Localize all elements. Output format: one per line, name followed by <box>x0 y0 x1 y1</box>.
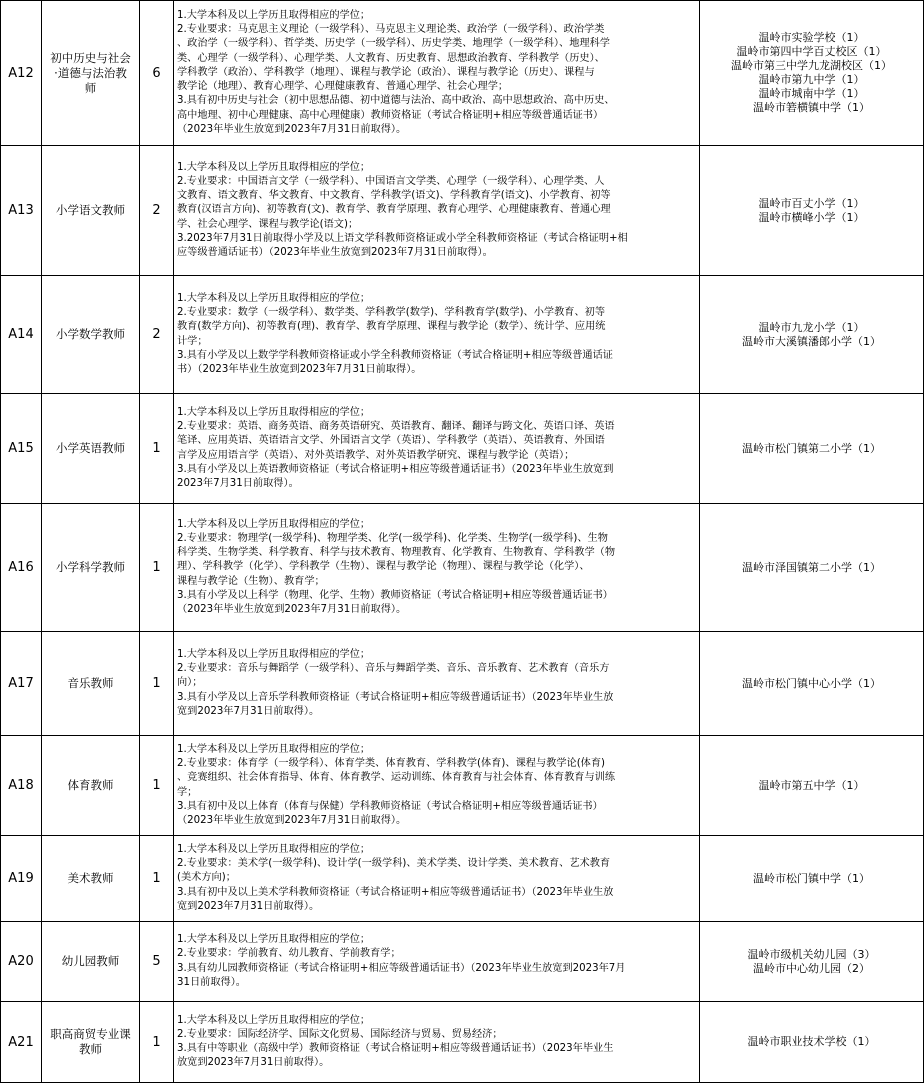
table-row <box>1 736 924 836</box>
requirement-line: 2.专业要求：英语、商务英语、商务英语研究、英语教育、翻译、翻译与跨文化、英语口译、英语 <box>177 421 615 433</box>
requirement-line: 教育(数学方向)、初等教育(理)、教育学、教育学原理、课程与教学论（数学）、统计学、应用统 <box>177 321 606 333</box>
position-name-line: 幼儿园教师 <box>61 954 120 968</box>
position-code: A20 <box>1 922 42 1002</box>
requirement-line: 1.大学本科及以上学历且取得相应的学位； <box>177 1014 371 1026</box>
school-line: 温岭市中心幼儿园（2） <box>753 961 870 975</box>
position-count: 6 <box>140 1 174 146</box>
requirement-line: 3.具有小学及以上科学（物理、化学、生物）教师资格证（考试合格证明+相应等级普通话证书） <box>177 589 613 601</box>
schools <box>700 1 924 146</box>
requirement-line: 学、社会心理学、课程与教学论(语文)； <box>177 218 359 230</box>
position-name-line: 音乐教师 <box>67 676 114 690</box>
requirement-line: 科学类、生物学类、科学教育、科学与技术教育、物理教育、化学教育、生物教育、学科教学（物 <box>177 547 616 559</box>
requirements <box>174 394 700 504</box>
table-row <box>1 394 924 504</box>
requirements <box>174 736 700 836</box>
requirement-line: 2.专业要求：马克思主义理论（一级学科）、马克思主义理论类、政治学（一级学科）、政治学类 <box>177 24 605 36</box>
table-row <box>1 276 924 394</box>
requirements <box>174 1 700 146</box>
position-name-line: 教师 <box>79 1042 102 1056</box>
position-count: 2 <box>140 146 174 276</box>
requirement-line: 1.大学本科及以上学历且取得相应的学位； <box>177 161 371 173</box>
requirement-line: 3.具有初中及以上美术学科教师资格证（考试合格证明+相应等级普通话证书）（2023年毕业生放 <box>177 886 614 898</box>
requirement-line: 、政治学（一级学科）、哲学类、历史学（一级学科）、历史学类、地理学（一级学科）、地理科学 <box>177 38 610 50</box>
position-name <box>42 1 140 146</box>
position-code: A17 <box>1 632 42 736</box>
school-line: 温岭市实验学校（1） <box>758 31 865 44</box>
requirement-line: 书）（2023年毕业生放宽到2023年7月31日前取得）。 <box>177 363 422 375</box>
position-name-line: 体育教师 <box>67 778 114 792</box>
requirements <box>174 504 700 632</box>
school-line: 温岭市九龙小学（1） <box>758 320 865 334</box>
requirement-line: 宽到2023年7月31日前取得）。 <box>177 705 320 717</box>
position-count: 1 <box>140 504 174 632</box>
position-name <box>42 276 140 394</box>
requirements <box>174 146 700 276</box>
table-row <box>1 1 924 146</box>
requirement-line: 31日前取得）。 <box>177 976 246 988</box>
position-name <box>42 632 140 736</box>
position-name-line: 小学科学教师 <box>56 560 125 574</box>
position-name <box>42 836 140 922</box>
requirement-line: 课程与教学论（生物）、教育学； <box>177 575 325 587</box>
requirement-line: 高中地理、初中心理健康、高中心理健康）教师资格证（考试合格证明+相应等级普通话证书） <box>177 109 604 121</box>
requirement-line: 3.具有小学及以上音乐学科教师资格证（考试合格证明+相应等级普通话证书）（2023年毕业生放 <box>177 691 614 703</box>
schools <box>700 922 924 1002</box>
requirement-line: 3.2023年7月31日前取得小学及以上语文学科教师资格证或小学全科教师资格证（考试合格证明+相 <box>177 232 628 244</box>
requirement-line: 1.大学本科及以上学历且取得相应的学位； <box>177 843 371 855</box>
table-row <box>1 922 924 1002</box>
position-name-line: 小学语文教师 <box>56 203 125 217</box>
table-row <box>1 504 924 632</box>
requirement-line: 向）； <box>177 677 203 689</box>
position-code: A21 <box>1 1002 42 1083</box>
requirement-line: 1.大学本科及以上学历且取得相应的学位； <box>177 292 371 304</box>
position-count: 2 <box>140 276 174 394</box>
requirement-line: 1.大学本科及以上学历且取得相应的学位； <box>177 406 371 418</box>
requirement-line: 2.专业要求：数学（一级学科）、数学类、学科教学(数学)、学科教育学(数学)、小学教育、初等 <box>177 307 606 319</box>
position-code: A14 <box>1 276 42 394</box>
position-code: A19 <box>1 836 42 922</box>
requirement-line: 3.具有幼儿园教师资格证（考试合格证明+相应等级普通话证书）（2023年毕业生放宽到2023年7月 <box>177 962 626 974</box>
requirement-line: 言学及应用语言学（英语）、对外英语教学、对外英语教学研究、课程与教学论（英语）； <box>177 449 575 461</box>
requirement-line: 3.具有小学及以上英语教师资格证（考试合格证明+相应等级普通话证书）（2023年毕业生放宽到 <box>177 463 614 475</box>
requirement-line: 学科教学（政治）、学科教学（地理）、课程与教学论（政治）、课程与教学论（历史）、课程与 <box>177 66 595 78</box>
school-line: 温岭市泽国镇第二小学（1） <box>742 560 881 574</box>
school-line: 温岭市大溪镇潘郎小学（1） <box>742 334 881 348</box>
school-line: 温岭市城南中学（1） <box>758 87 865 100</box>
requirement-line: 2.专业要求：音乐与舞蹈学（一级学科）、音乐与舞蹈学类、音乐、音乐教育、艺术教育（音乐方 <box>177 663 610 675</box>
school-line: 温岭市级机关幼儿园（3） <box>747 947 876 961</box>
schools <box>700 836 924 922</box>
requirement-line: 、竞赛组织、社会体育指导、体育、体育教学、运动训练、体育教育与社会体育、体育教育与训练 <box>177 772 616 784</box>
position-code: A13 <box>1 146 42 276</box>
position-name-line: 小学英语教师 <box>56 441 125 455</box>
requirements <box>174 1002 700 1083</box>
requirement-line: 2.专业要求：物理学(一级学科)、物理学类、化学(一级学科)、化学类、生物学(一级学科)、生物 <box>177 532 608 544</box>
requirement-line: (美术方向)； <box>177 872 236 884</box>
position-name-line: 小学数学教师 <box>56 327 125 341</box>
requirement-line: 宽到2023年7月31日前取得）。 <box>177 900 320 912</box>
school-line: 温岭市松门镇中心小学（1） <box>742 676 881 690</box>
requirement-line: 类、心理学（一级学科）、心理学类、人文教育、历史教育、思想政治教育、学科教学（历史）、 <box>177 52 605 64</box>
position-name <box>42 922 140 1002</box>
requirement-line: 2.专业要求：学前教育、幼儿教育、学前教育学； <box>177 948 401 960</box>
requirement-line: 笔译、应用英语、英语语言文学、外国语言文学（英语）、学科教学（英语）、英语教育、外国语 <box>177 435 605 447</box>
position-name-line: 美术教师 <box>67 871 114 885</box>
school-line: 温岭市横峰小学（1） <box>758 210 865 224</box>
requirement-line: 1.大学本科及以上学历且取得相应的学位； <box>177 10 371 22</box>
requirement-line: 计学； <box>177 335 208 347</box>
position-code: A12 <box>1 1 42 146</box>
requirements <box>174 276 700 394</box>
position-name-line: 初中历史与社会 <box>50 50 131 65</box>
requirement-line: 3.具有中等职业（高级中学）教师资格证（考试合格证明+相应等级普通话证书）（2023年毕业生 <box>177 1043 614 1054</box>
school-line: 温岭市第五中学（1） <box>758 778 865 792</box>
position-name-line: 职高商贸专业课 <box>50 1027 131 1041</box>
position-name <box>42 1002 140 1083</box>
position-count: 1 <box>140 836 174 922</box>
school-line: 温岭市百丈小学（1） <box>758 196 865 210</box>
requirement-line: （2023年毕业生放宽到2023年7月31日前取得）。 <box>177 814 407 826</box>
schools <box>700 504 924 632</box>
requirements <box>174 632 700 736</box>
requirement-line: 教育(汉语言方向)、初等教育(文)、教育学、教育学原理、教育心理学、心理健康教育、普通心理 <box>177 204 611 216</box>
position-name <box>42 736 140 836</box>
table-body <box>1 1 924 1083</box>
schools <box>700 146 924 276</box>
school-line: 温岭市职业技术学校（1） <box>747 1035 876 1048</box>
table-row <box>1 146 924 276</box>
school-line: 温岭市松门镇中学（1） <box>753 871 870 885</box>
requirements <box>174 922 700 1002</box>
requirement-line: 3.具有小学及以上数学学科教师资格证或小学全科教师资格证（考试合格证明+相应等级普通话证 <box>177 349 613 361</box>
requirement-line: 1.大学本科及以上学历且取得相应的学位； <box>177 743 371 755</box>
position-count: 1 <box>140 394 174 504</box>
position-name <box>42 146 140 276</box>
school-line: 温岭市松门镇第二小学（1） <box>742 441 881 455</box>
schools <box>700 276 924 394</box>
position-name <box>42 504 140 632</box>
requirement-line: 1.大学本科及以上学历且取得相应的学位； <box>177 518 371 530</box>
table-row <box>1 632 924 736</box>
school-line: 温岭市第三中学九龙湖校区（1） <box>731 59 892 72</box>
requirement-line: 理）、学科教学（化学）、学科教学（生物）、课程与教学论（物理）、课程与教学论（化学）、 <box>177 561 590 573</box>
requirement-line: 2023年7月31日前取得）。 <box>177 477 299 489</box>
requirement-line: 3.具有初中历史与社会（初中思想品德、初中道德与法治、高中政治、高中思想政治、高中历史、 <box>177 95 615 107</box>
school-line: 温岭市第九中学（1） <box>758 73 865 86</box>
position-name <box>42 394 140 504</box>
schools <box>700 394 924 504</box>
position-count: 1 <box>140 736 174 836</box>
school-line: 温岭市箬横镇中学（1） <box>753 101 870 114</box>
requirement-line: 2.专业要求：体育学（一级学科）、体育学类、体育教育、学科教学(体育)、课程与教学论(体育) <box>177 758 606 770</box>
schools <box>700 632 924 736</box>
position-code: A15 <box>1 394 42 504</box>
position-code: A18 <box>1 736 42 836</box>
requirement-line: 学； <box>177 786 198 798</box>
table-row <box>1 836 924 922</box>
requirement-line: 3.具有初中及以上体育（体育与保健）学科教师资格证（考试合格证明+相应等级普通话证书） <box>177 800 603 812</box>
requirements <box>174 836 700 922</box>
position-count: 1 <box>140 1002 174 1083</box>
requirement-line: 1.大学本科及以上学历且取得相应的学位； <box>177 934 371 946</box>
requirement-line: 放宽到2023年7月31日前取得）。 <box>177 1057 330 1069</box>
position-count: 5 <box>140 922 174 1002</box>
requirement-line: 2.专业要求：国际经济学、国际文化贸易、国际经济与贸易、贸易经济； <box>177 1028 503 1040</box>
requirement-line: 文教育、语文教育、华文教育、中文教育、学科教学(语文)、学科教育学(语文)、小学教育、初等 <box>177 190 611 202</box>
requirement-line: 应等级普通话证书）（2023年毕业生放宽到2023年7月31日前取得）。 <box>177 247 493 258</box>
requirement-line: 2.专业要求：美术学(一级学科)、设计学(一级学科)、美术学类、设计学类、美术教育、艺术教育 <box>177 858 611 870</box>
table-row <box>1 1002 924 1083</box>
position-code: A16 <box>1 504 42 632</box>
requirement-line: 1.大学本科及以上学历且取得相应的学位； <box>177 648 371 660</box>
position-name-line: 师 <box>84 80 97 95</box>
position-name-line: ·道德与法治教 <box>54 65 127 80</box>
schools <box>700 736 924 836</box>
schools <box>700 1002 924 1083</box>
requirement-line: 2.专业要求：中国语言文学（一级学科）、中国语言文学类、心理学（一级学科）、心理学类、人 <box>177 175 605 187</box>
position-count: 1 <box>140 632 174 736</box>
requirement-line: （2023年毕业生放宽到2023年7月31日前取得）。 <box>177 604 407 615</box>
requirement-line: 教学论（地理）、教育心理学、心理健康教育、普通心理学、社会心理学； <box>177 81 509 93</box>
requirement-line: （2023年毕业生放宽到2023年7月31日前取得）。 <box>177 123 407 135</box>
school-line: 温岭市第四中学百丈校区（1） <box>736 45 887 58</box>
